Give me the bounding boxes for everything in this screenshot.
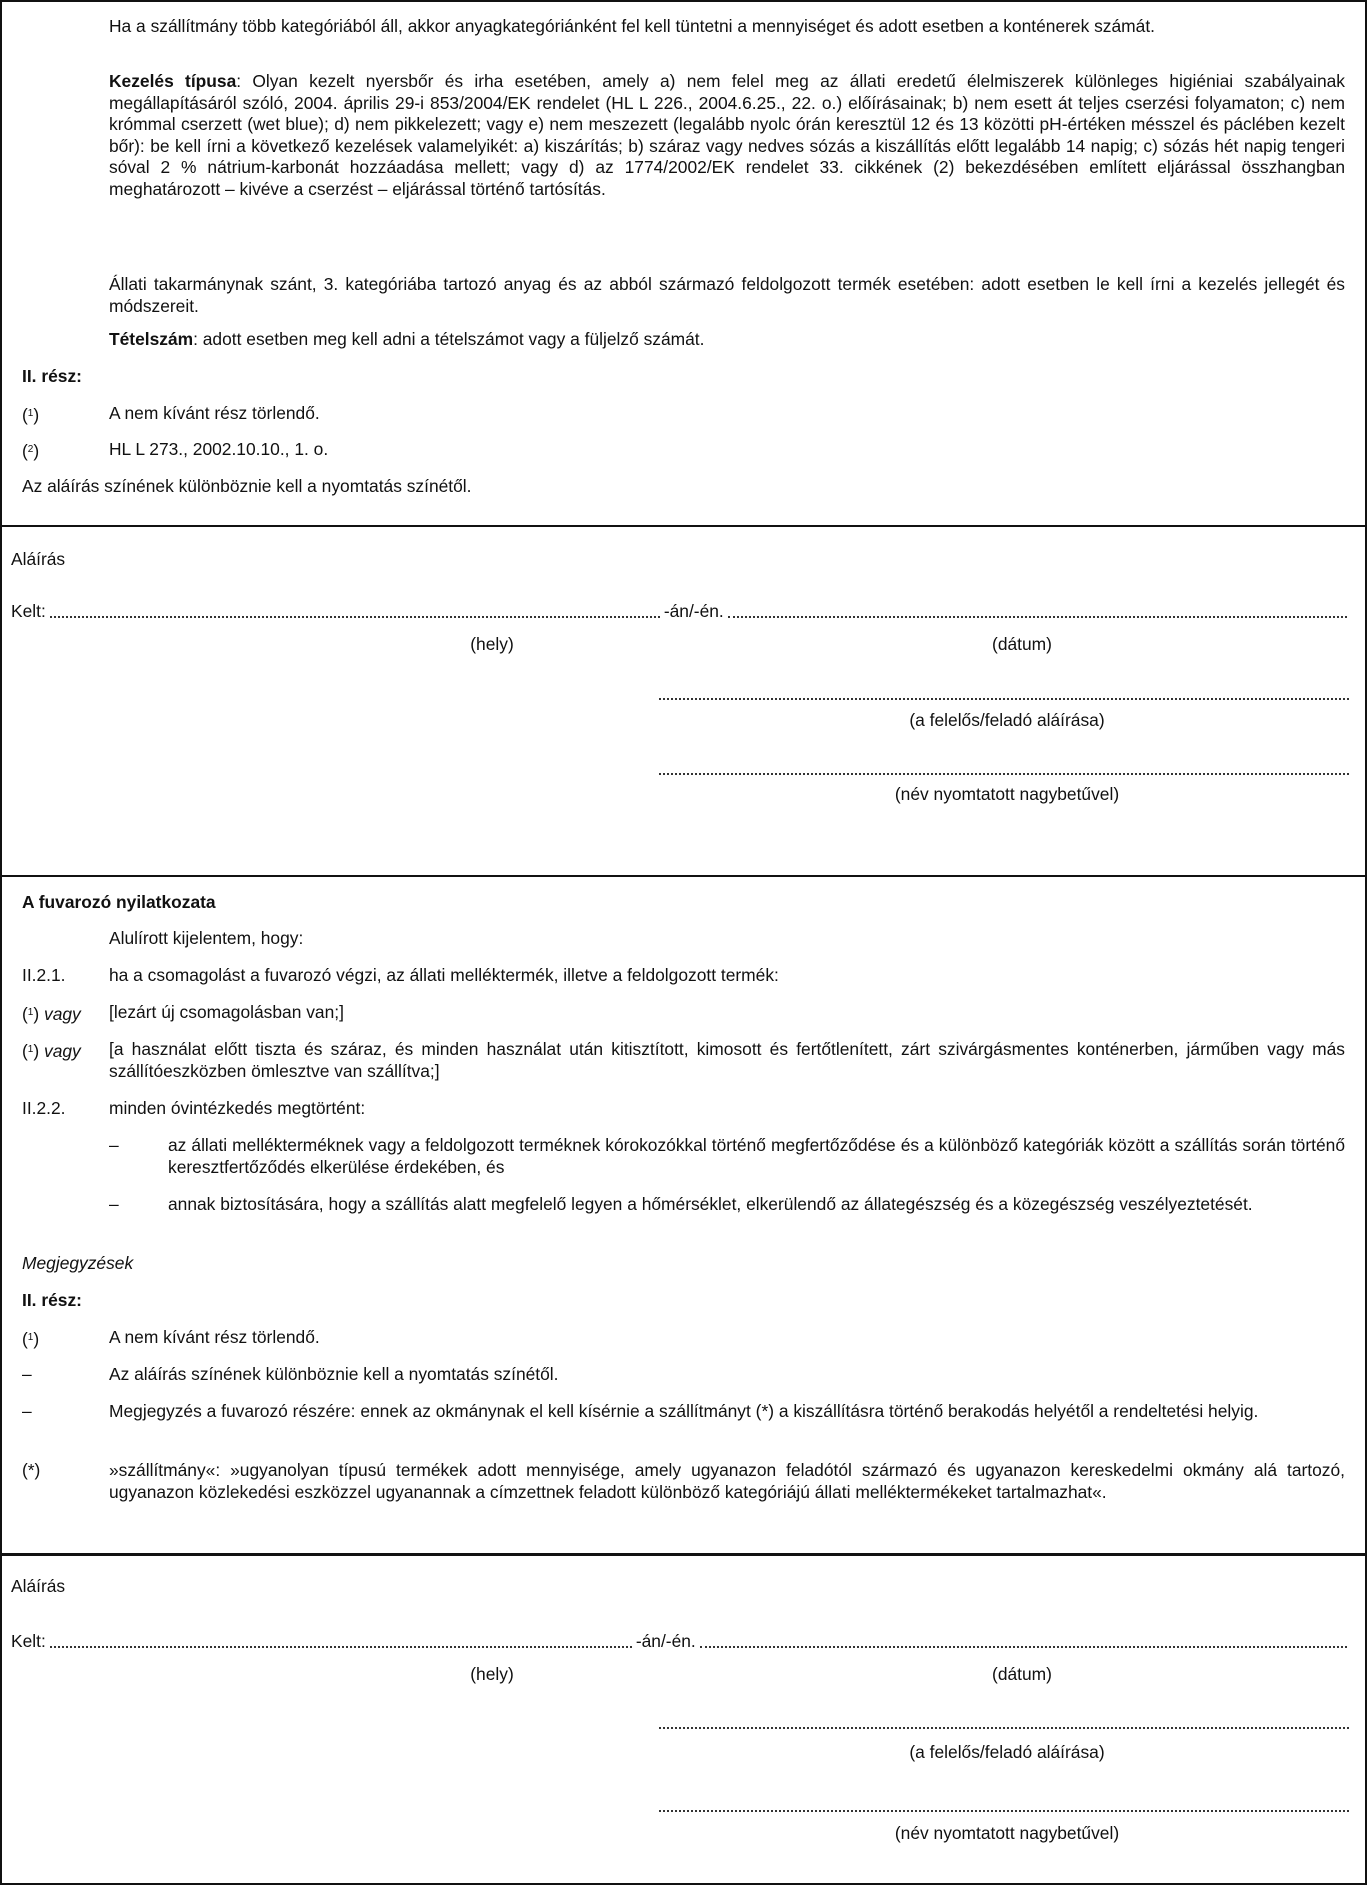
date-field[interactable] — [728, 615, 1347, 618]
place-date-line — [11, 1630, 1351, 1652]
remark-text: A nem kívánt rész törlendő. — [109, 1327, 320, 1347]
item-number: II.2.1. — [22, 965, 66, 985]
remark-marker: (*) — [22, 1460, 41, 1480]
kelt-label: Kelt: — [11, 601, 46, 621]
place-date-line — [11, 600, 1351, 622]
signature-caption: (a felelős/feladó aláírása) — [909, 1742, 1105, 1762]
signature-color-note: Az aláírás színének különböznie kell a nyomtatás színétől. — [22, 476, 472, 496]
paragraph-animal-feed: Állati takarmánynak szánt, 3. kategóriába tartozó anyag és az abból származó feldolgozott termék esetében: adott esetben le kell írni a kezelés jellegét és módszereit. — [109, 274, 1345, 316]
section-notes-part1 — [2, 2, 1365, 525]
item-text: ha a csomagolást a fuvarozó végzi, az állati melléktermék, illetve a feldolgozott termék: — [109, 965, 779, 985]
bullet-dash: – — [109, 1194, 119, 1214]
printed-name-caption: (név nyomtatott nagybetűvel) — [894, 1823, 1120, 1843]
bullet-dash: – — [109, 1135, 119, 1155]
printed-name-field[interactable] — [659, 1809, 1349, 1812]
bullet-text: az állati mellékterméknek vagy a feldolgozott terméknek kórokozókkal történő megfertőződése és a különböző kategóriák között a szállítás során történő keresztfertőződés elkerülése érdekében, és — [168, 1135, 1345, 1177]
remark-text: »szállítmány«: »ugyanolyan típusú termékek adott mennyisége, amely ugyanazon feladótól származó és ugyanazon kereskedelmi okmány alá tartozó, ugyanazon közlekedési eszközzel ugyanannak a címzettnek feladott különböző kategóriájú állati melléktermékeket tartalmazhat«. — [109, 1460, 1345, 1502]
item-text: minden óvintézkedés megtörtént: — [109, 1098, 366, 1118]
option-marker: ($^1$) vagy — [22, 1041, 81, 1061]
paragraph-multiple-categories: Ha a szállítmány több kategóriából áll, akkor anyagkategóriánként fel kell tüntetni a mennyiséget és adott esetben a konténerek számát. — [109, 16, 1155, 36]
footnote-marker: ($^2$) — [22, 441, 40, 461]
remark-marker: ($^1$) — [22, 1329, 40, 1349]
lot-number-text: : adott esetben meg kell adni a tételszámot vagy a füljelző számát. — [193, 329, 705, 349]
place-caption: (hely) — [470, 634, 514, 654]
an-en-label: -án/-én. — [635, 1631, 696, 1651]
signature-label: Aláírás — [11, 1576, 66, 1596]
signature-caption: (a felelős/feladó aláírása) — [909, 710, 1105, 730]
signature-label: Aláírás — [11, 549, 66, 569]
paragraph-treatment-type — [109, 71, 1345, 200]
footnote-text: HL L 273., 2002.10.10., 1. o. — [109, 439, 329, 459]
part-heading: II. rész: — [22, 1290, 82, 1310]
remark-text: Megjegyzés a fuvarozó részére: ennek az okmánynak el kell kísérnie a szállítmányt (*) a kiszállításra történő berakodás helyétől a rendeltetési helyig. — [109, 1401, 1259, 1421]
printed-name-caption: (név nyomtatott nagybetűvel) — [894, 784, 1120, 804]
date-caption: (dátum) — [992, 1664, 1052, 1684]
treatment-type-label: Kezelés típusa — [109, 71, 237, 91]
date-field[interactable] — [700, 1645, 1347, 1648]
treatment-type-text: : Olyan kezelt nyersbőr és irha esetében, amely a) nem felel meg az állati eredetű élelmiszerek különleges higiéniai szabályainak megállapításáról szóló, 2004. április 29-i 853/2004/EK rendelet (HL L 226., 2004.6.25., 22. o.) előírásainak; b) nem esett át teljes cserzési folyamaton; c) nem krómmal cserzett (wet blue); d) nem pikkelezett; vagy e) nem meszezett (legalább nyolc órán keresztül 12 és 13 közötti pH-értéken mésszel és páclében kezelt bőr): be kell írni a következő kezelések valamelyikét: a) kiszárítás; b) száraz vagy nedves sózás a kiszállítás előtt legalább 14 napig; c) sózás hét napig tengeri sóval 2 % nátrium-karbonát hozzáadása mellett; vagy d) az 1774/2002/EK rendelet 33. cikkének (2) bekezdésében említett eljárással összhangban meghatározott – kivéve a cserzést – eljárással történő tartósítás. — [109, 71, 1345, 199]
signature-field[interactable] — [659, 697, 1349, 700]
item-number: II.2.2. — [22, 1098, 66, 1118]
remark-marker: – — [22, 1401, 32, 1421]
an-en-label: -án/-én. — [663, 601, 724, 621]
printed-name-field[interactable] — [659, 772, 1349, 775]
date-caption: (dátum) — [992, 634, 1052, 654]
bullet-text: annak biztosítására, hogy a szállítás alatt megfelelő legyen a hőmérséklet, elkerülendő az állategészség és a közegészség veszélyeztetését. — [168, 1194, 1253, 1214]
signature-field[interactable] — [659, 1726, 1349, 1729]
signature-block-sender — [2, 525, 1365, 875]
lot-number-label: Tételszám — [109, 329, 194, 349]
footnote-text: A nem kívánt rész törlendő. — [109, 403, 320, 423]
place-caption: (hely) — [470, 1664, 514, 1684]
option-text: [a használat előtt tiszta és száraz, és minden használat után kitisztított, kimosott és fertőtlenített, zárt szivárgásmentes konténerben, járműben vagy más szállítóeszközben ömlesztve van szállítva;] — [109, 1039, 1345, 1081]
declaration-intro: Alulírott kijelentem, hogy: — [109, 928, 304, 948]
place-field[interactable] — [50, 615, 660, 618]
signature-block-carrier — [2, 1553, 1365, 1883]
remark-text: Az aláírás színének különböznie kell a nyomtatás színétől. — [109, 1364, 559, 1384]
carrier-declaration-title: A fuvarozó nyilatkozata — [22, 892, 216, 912]
option-marker: ($^1$) vagy — [22, 1004, 81, 1024]
option-text: [lezárt új csomagolásban van;] — [109, 1002, 344, 1022]
remarks-heading: Megjegyzések — [22, 1253, 134, 1273]
remark-marker: – — [22, 1364, 32, 1384]
footnote-marker: ($^1$) — [22, 405, 40, 425]
paragraph-lot-number — [109, 329, 1345, 351]
place-field[interactable] — [50, 1645, 632, 1648]
part-heading: II. rész: — [22, 366, 82, 386]
kelt-label: Kelt: — [11, 1631, 46, 1651]
section-carrier-declaration — [2, 875, 1365, 1553]
